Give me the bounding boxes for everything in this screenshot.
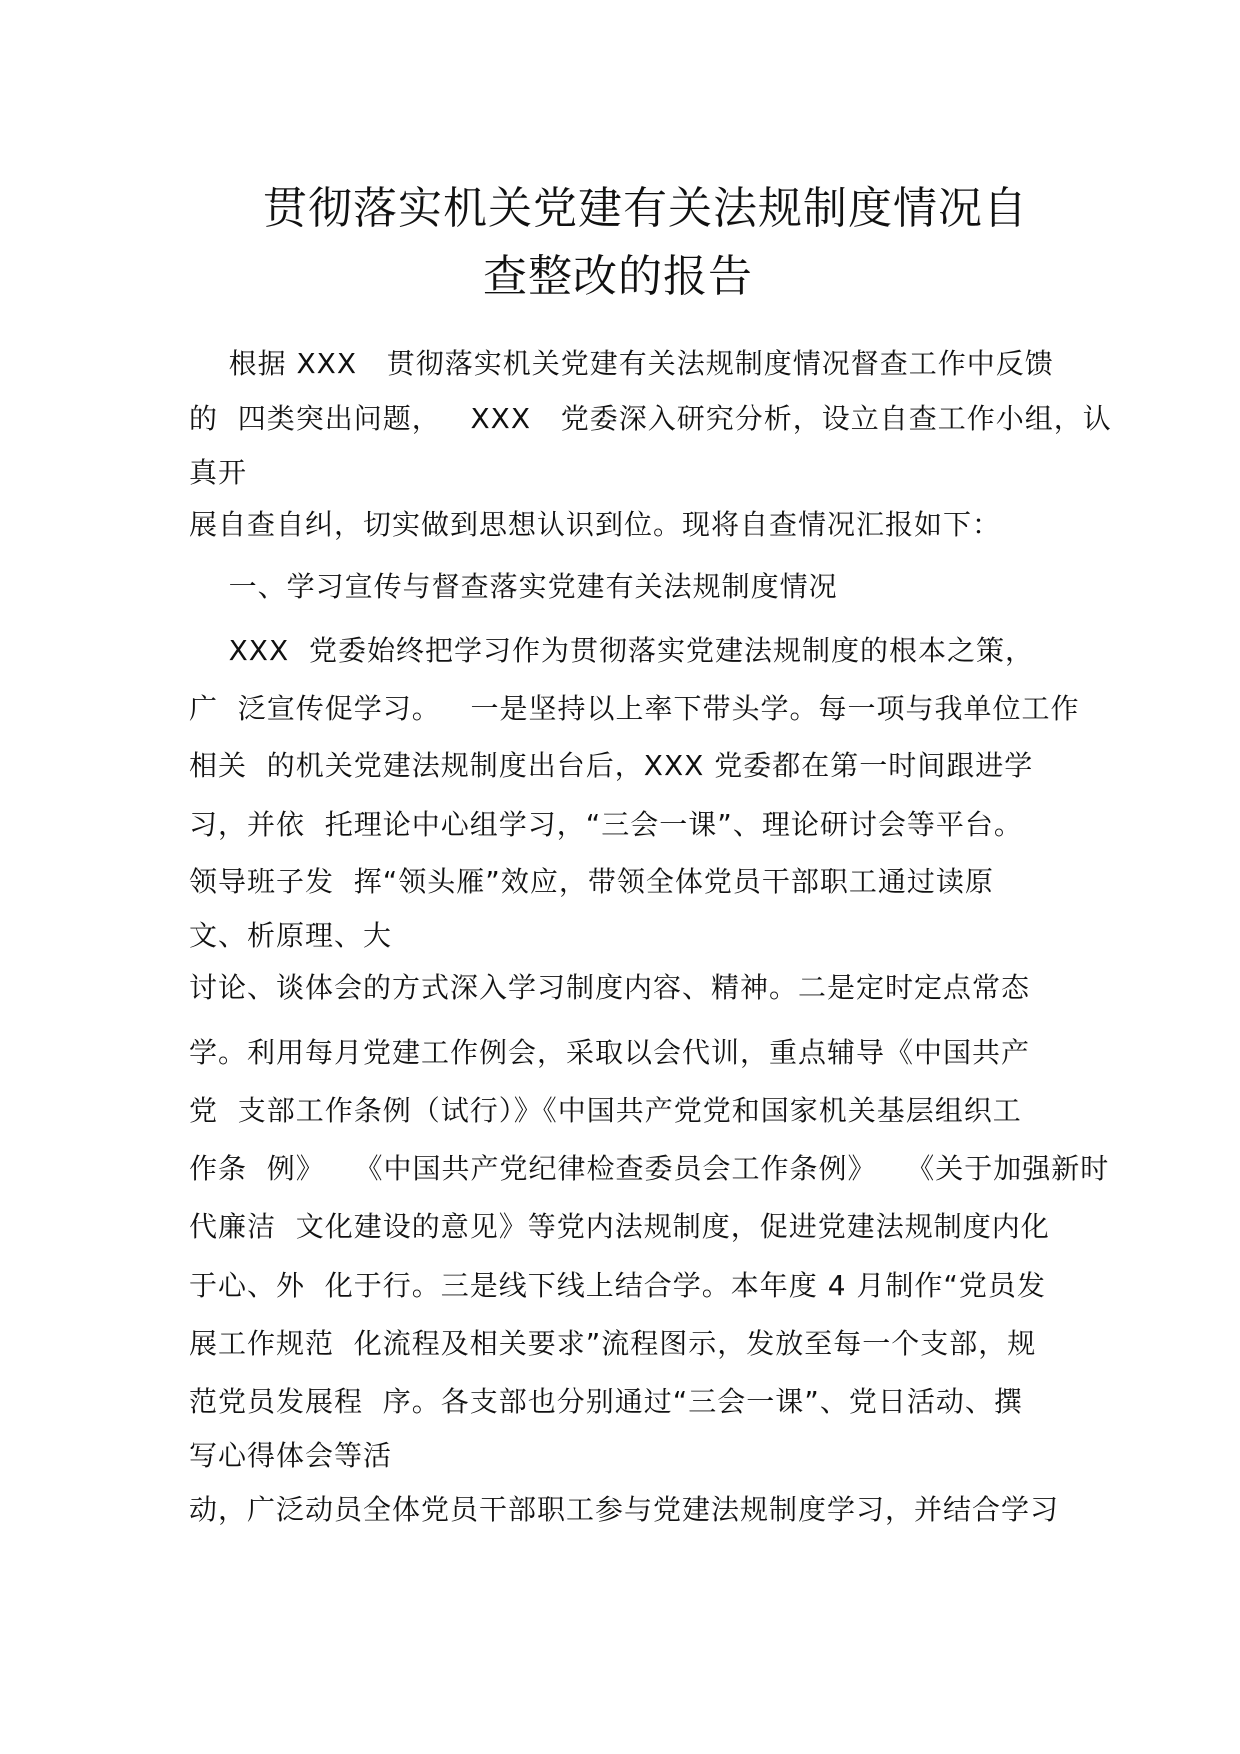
body-line: 展工作规范 化流程及相关要求”流程图示，发放至每一个支部，规 <box>189 1327 1037 1360</box>
body-line: 广 泛宣传促学习。 一是坚持以上率下带头学。每一项与我单位工作 <box>189 692 1080 725</box>
body-line: 的 四类突出问题， XXX 党委深入研究分析，设立自查工作小组，认 <box>189 402 1112 435</box>
body-line: 领导班子发 挥“领头雁”效应，带领全体党员干部职工通过读原 <box>189 865 994 898</box>
body-line: 写心得体会等活 <box>189 1439 393 1472</box>
body-line: 于心、外 化于行。三是线下线上结合学。本年度 4 月制作“党员发 <box>189 1269 1046 1302</box>
body-line: 展自查自纠，切实做到思想认识到位。现将自查情况汇报如下： <box>189 508 1002 541</box>
body-line: 代廉洁 文化建设的意见》等党内法规制度，促进党建法规制度内化 <box>189 1210 1050 1243</box>
section-heading: 一、学习宣传与督查落实党建有关法规制度情况 <box>189 570 838 603</box>
body-line: 相关 的机关党建法规制度出台后，XXX 党委都在第一时间跟进学 <box>189 749 1034 782</box>
body-line: 党 支部工作条例（试行）》《中国共产党党和国家机关基层组织工 <box>189 1094 1022 1127</box>
body-line: 真开 <box>189 456 248 489</box>
body-line: 习，并依 托理论中心组学习，“三会一课”、理论研讨会等平台。 <box>189 808 1023 841</box>
title-line-1: 贯彻落实机关党建有关法规制度情况自 <box>263 183 1028 234</box>
body-line: 学。利用每月党建工作例会，采取以会代训，重点辅导《中国共产 <box>189 1036 1031 1069</box>
title-line-2: 查整改的报告 <box>483 251 753 302</box>
body-line: XXX 党委始终把学习作为贯彻落实党建法规制度的根本之策， <box>189 634 1034 667</box>
body-line: 根据 XXX 贯彻落实机关党建有关法规制度情况督查工作中反馈 <box>189 347 1054 380</box>
body-line: 文、析原理、大 <box>189 919 393 952</box>
body-line: 范党员发展程 序。各支部也分别通过“三会一课”、党日活动、撰 <box>189 1385 1023 1418</box>
body-line: 动，广泛动员全体党员干部职工参与党建法规制度学习，并结合学习 <box>189 1493 1060 1526</box>
body-line: 作条 例》 《中国共产党纪律检查委员会工作条例》 《关于加强新时 <box>189 1152 1110 1185</box>
body-line: 讨论、谈体会的方式深入学习制度内容、精神。二是定时定点常态 <box>189 971 1031 1004</box>
